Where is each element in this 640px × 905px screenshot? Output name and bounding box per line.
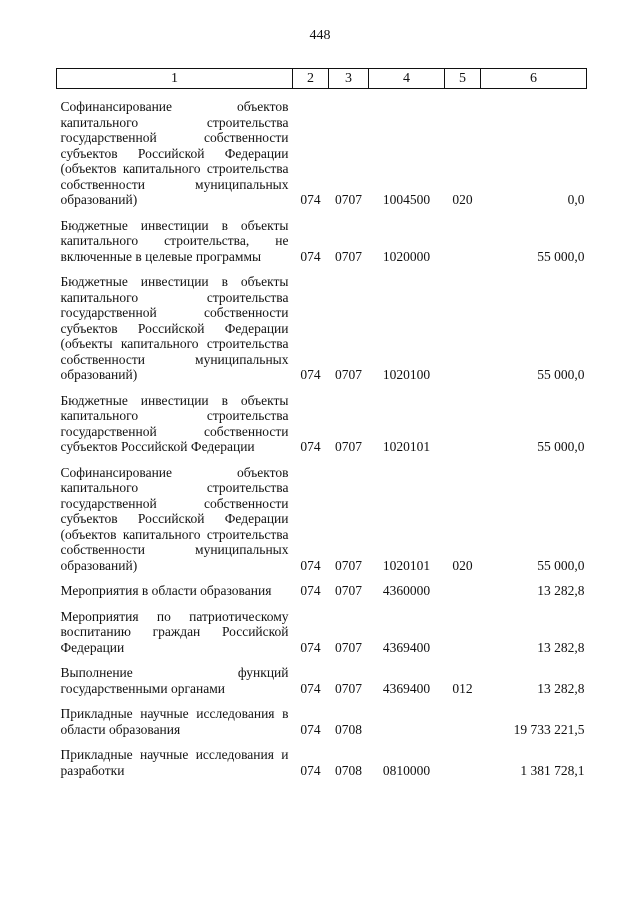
row-name: Мероприятия в области образования	[60, 583, 272, 598]
row-amount: 19 733 221,5	[513, 721, 585, 737]
row-section-code: 0707	[335, 439, 362, 454]
row-section-code: 0707	[335, 639, 362, 655]
row-expense-type	[445, 737, 481, 778]
row-name: Бюджетные инвестиции в объекты капитального строительства, не включенные в целевые программы	[60, 217, 289, 264]
row-ministry-code: 074	[300, 557, 321, 573]
row-expense-type: 020	[452, 557, 473, 573]
table-row	[57, 573, 587, 599]
row-section-code: 0707	[335, 557, 362, 573]
header-col-6: 6	[481, 69, 587, 89]
row-amount: 55 000,0	[537, 557, 585, 573]
row-section-code: 0708	[335, 762, 362, 778]
row-target-code: 1020101	[382, 557, 431, 573]
table-row	[57, 89, 587, 208]
row-expense-type	[445, 383, 481, 455]
table-row	[57, 455, 587, 574]
row-amount: 13 282,8	[537, 639, 585, 655]
table-row	[57, 655, 587, 696]
row-ministry-code: 074	[300, 583, 321, 598]
row-expense-type	[445, 264, 481, 383]
header-row	[57, 69, 587, 89]
row-name: Прикладные научные исследования и разработки	[60, 747, 289, 778]
row-ministry-code: 074	[300, 680, 321, 696]
row-amount: 13 282,8	[537, 583, 585, 598]
row-target-code: 1020100	[382, 367, 431, 382]
row-expense-type	[445, 208, 481, 265]
header-col-5: 5	[445, 69, 481, 89]
header-col-3: 3	[329, 69, 369, 89]
row-amount: 55 000,0	[537, 248, 585, 264]
row-section-code: 0707	[335, 583, 362, 598]
row-ministry-code: 074	[300, 367, 321, 382]
row-amount: 55 000,0	[537, 439, 585, 454]
row-name: Бюджетные инвестиции в объекты капитального строительства государственной собственности субъектов Российской Федерации	[60, 392, 289, 454]
row-ministry-code: 074	[300, 721, 321, 737]
table-row	[57, 264, 587, 383]
row-expense-type: 020	[452, 192, 473, 207]
row-expense-type	[445, 696, 481, 737]
row-target-code: 0810000	[382, 762, 431, 778]
row-ministry-code: 074	[300, 192, 321, 207]
row-amount: 1 381 728,1	[520, 762, 585, 778]
row-target-code: 1004500	[382, 192, 431, 207]
row-ministry-code: 074	[300, 439, 321, 454]
row-section-code: 0707	[335, 248, 362, 264]
row-section-code: 0707	[335, 367, 362, 382]
row-amount: 55 000,0	[537, 367, 585, 382]
row-expense-type	[445, 599, 481, 656]
table-row	[57, 383, 587, 455]
row-expense-type: 012	[452, 680, 473, 696]
row-amount: 13 282,8	[537, 680, 585, 696]
row-name: Мероприятия по патриотическому воспитанию граждан Российской Федерации	[60, 608, 289, 655]
row-target-code: 1020000	[382, 248, 431, 264]
header-col-4: 4	[369, 69, 445, 89]
row-name: Прикладные научные исследования в области образования	[60, 706, 289, 737]
row-ministry-code: 074	[300, 639, 321, 655]
row-expense-type	[445, 573, 481, 599]
header-col-1: 1	[57, 69, 293, 89]
row-target-code: 4369400	[382, 639, 431, 655]
table-row	[57, 737, 587, 778]
table-header	[57, 69, 587, 89]
page-number: 448	[309, 28, 331, 43]
row-name: Софинансирование объектов капитального строительства государственной собственности субъектов Российской Федерации (объектов капитального строительства собственности муниципальных образований)	[60, 99, 289, 207]
row-target-code: 4369400	[382, 680, 431, 696]
header-col-2: 2	[293, 69, 329, 89]
row-name: Выполнение функций государственными органами	[60, 665, 289, 696]
row-name: Бюджетные инвестиции в объекты капитального строительства государственной собственности субъектов Российской Федерации (объекты капитального строительства собственности муниципальных образований)	[60, 274, 289, 382]
row-target-code: 4360000	[382, 583, 431, 598]
budget-table	[56, 68, 587, 778]
table-row	[57, 696, 587, 737]
row-ministry-code: 074	[300, 762, 321, 778]
row-section-code: 0708	[335, 721, 362, 737]
row-name: Софинансирование объектов капитального строительства государственной собственности субъектов Российской Федерации (объектов капитального строительства собственности муниципальных образований)	[60, 464, 289, 573]
table-row	[57, 208, 587, 265]
row-amount: 0,0	[567, 192, 585, 207]
row-ministry-code: 074	[300, 248, 321, 264]
row-section-code: 0707	[335, 192, 362, 207]
table-row	[57, 599, 587, 656]
row-section-code: 0707	[335, 680, 362, 696]
row-target-code: 1020101	[382, 439, 431, 454]
table-body	[57, 89, 587, 779]
row-target-code	[369, 696, 445, 737]
